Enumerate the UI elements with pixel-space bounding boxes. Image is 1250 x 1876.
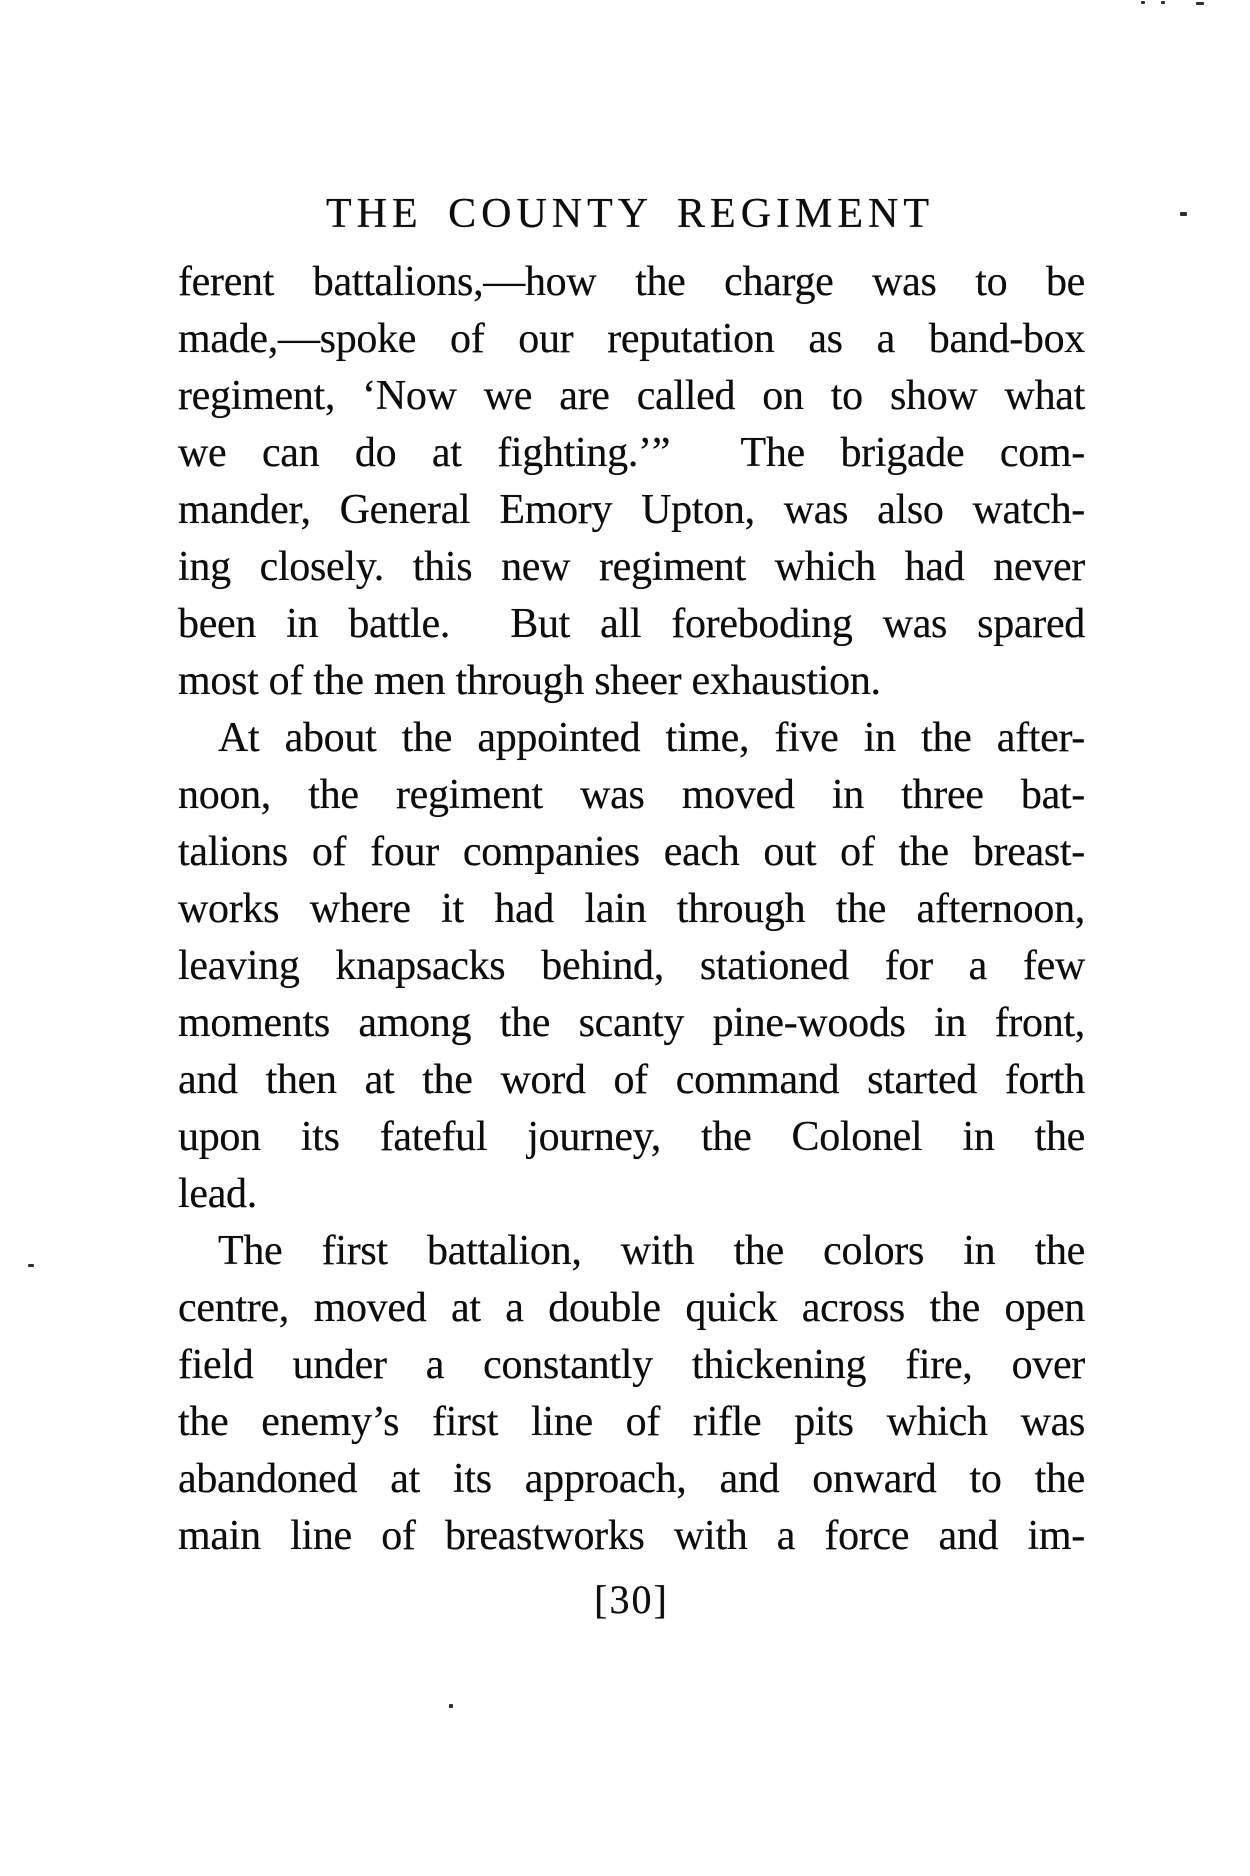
scan-speck	[1161, 1, 1165, 4]
scan-speck	[1196, 2, 1204, 5]
text-line: mander, General Emory Upton, was also watch-	[178, 487, 1085, 533]
text-line: talions of four companies each out of the breast-	[178, 829, 1085, 875]
scan-speck	[1141, 1, 1145, 4]
text-line: centre, moved at a double quick across the open	[178, 1285, 1085, 1331]
text-line: the enemy’s first line of rifle pits which was	[178, 1399, 1085, 1445]
text-line: ing closely. this new regiment which had never	[178, 544, 1085, 590]
text-line: most of the men through sheer exhaustion.	[178, 658, 881, 704]
text-line: regiment, ‘Now we are called on to show what	[178, 373, 1085, 419]
scan-speck	[28, 1264, 34, 1267]
text-line: moments among the scanty pine-woods in front,	[178, 1000, 1085, 1046]
text-line: The first battalion, with the colors in the	[218, 1228, 1085, 1274]
text-line: made,—spoke of our reputation as a band-box	[178, 316, 1085, 362]
text-line: leaving knapsacks behind, stationed for a few	[178, 943, 1085, 989]
text-line: At about the appointed time, five in the after-	[218, 715, 1085, 761]
text-line: been in battle. But all foreboding was spared	[178, 601, 1085, 647]
text-line: and then at the word of command started forth	[178, 1057, 1085, 1103]
text-line: main line of breastworks with a force and im-	[178, 1513, 1085, 1559]
text-line: we can do at fighting.’” The brigade com-	[178, 430, 1085, 476]
text-line: works where it had lain through the afternoon,	[178, 886, 1085, 932]
text-line: ferent battalions,—how the charge was to be	[178, 259, 1085, 305]
body-text	[178, 254, 1085, 1565]
text-line: field under a constantly thickening fire, over	[178, 1342, 1085, 1388]
text-line: abandoned at its approach, and onward to the	[178, 1456, 1085, 1502]
page-header: THE COUNTY REGIMENT	[325, 191, 935, 237]
text-line: noon, the regiment was moved in three bat-	[178, 772, 1085, 818]
text-line: lead.	[178, 1171, 257, 1217]
text-line: upon its fateful journey, the Colonel in the	[178, 1114, 1085, 1160]
page-number: [30]	[594, 1577, 669, 1622]
scan-speck	[1180, 212, 1187, 216]
scan-speck	[449, 1704, 453, 1708]
